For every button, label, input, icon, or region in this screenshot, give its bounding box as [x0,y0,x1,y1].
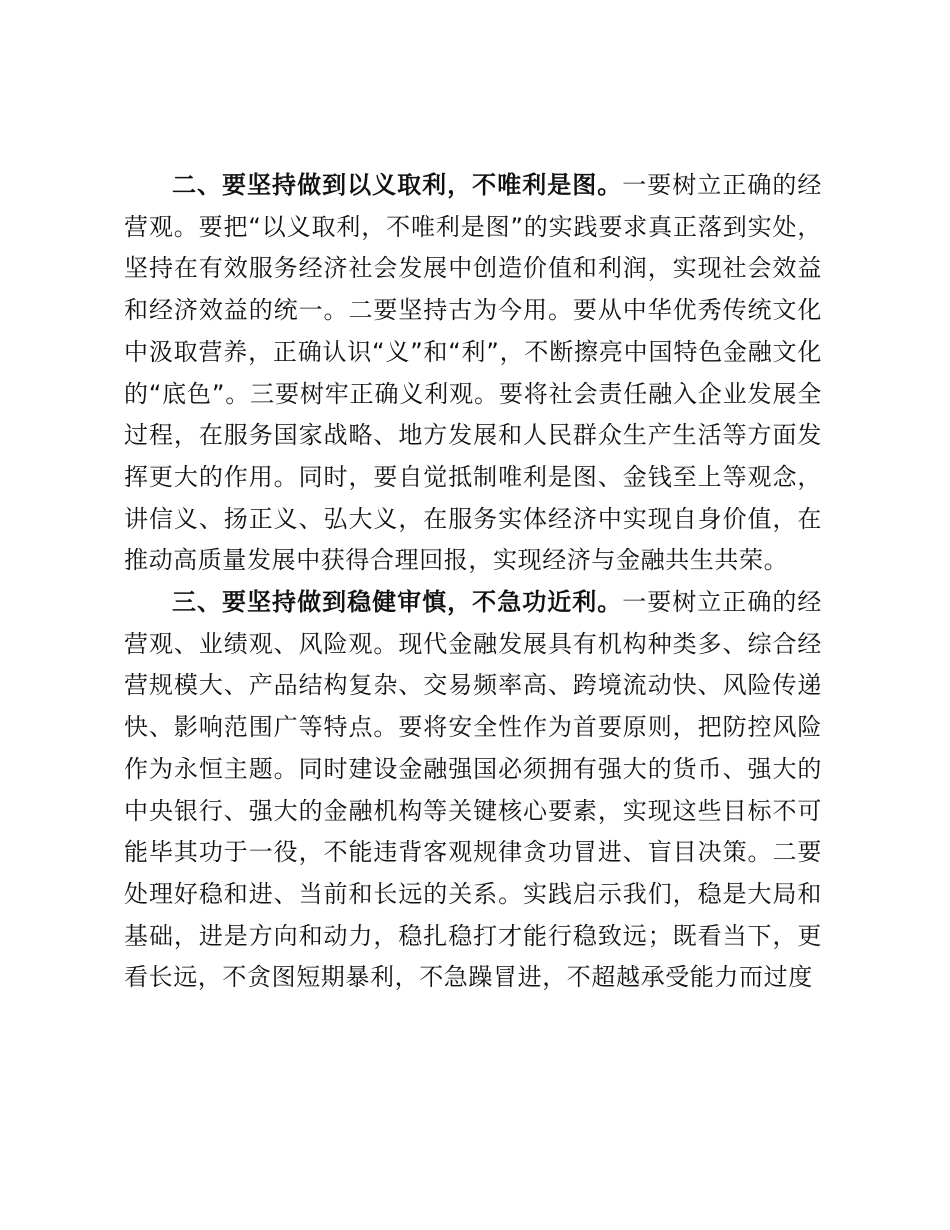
section-heading-2: 二、要坚持做到以义取利，不唯利是图。 [172,171,623,199]
paragraph-2 [124,165,822,582]
paragraph-3 [124,582,822,999]
paragraph-3-text: 一要树立正确的经营观、业绩观、风险观。现代金融发展具有机构种类多、综合经营规模大、产品结构复杂、交易频率高、跨境流动快、风险传递快、影响范围广等特点。要将安全性作为首要原则，把防控风险作为永恒主题。同时建设金融强国必须拥有强大的货币、强大的中央银行、强大的金融机构等关键核心要素，实现这些目标不可能毕其功于一役，不能违背客观规律贪功冒进、盲目决策。二要处理好稳和进、当前和长远的关系。实践启示我们，稳是大局和基础，进是方向和动力，稳扎稳打才能行稳致远；既看当下，更看长远，不贪图短期暴利，不急躁冒进，不超越承受能力而过度 [124,588,822,992]
paragraph-2-text: 一要树立正确的经营观。要把“以义取利，不唯利是图”的实践要求真正落到实处，坚持在有效服务经济社会发展中创造价值和利润，实现社会效益和经济效益的统一。二要坚持古为今用。要从中华优秀传统文化中汲取营养，正确认识“义”和“利”，不断擦亮中国特色金融文化的“底色”。三要树牢正确义利观。要将社会责任融入企业发展全过程，在服务国家战略、地方发展和人民群众生产生活等方面发挥更大的作用。同时，要自觉抵制唯利是图、金钱至上等观念，讲信义、扬正义、弘大义，在服务实体经济中实现自身价值，在推动高质量发展中获得合理回报，实现经济与金融共生共荣。 [124,171,822,575]
document-body [124,165,822,999]
section-heading-3: 三、要坚持做到稳健审慎，不急功近利。 [172,588,623,617]
